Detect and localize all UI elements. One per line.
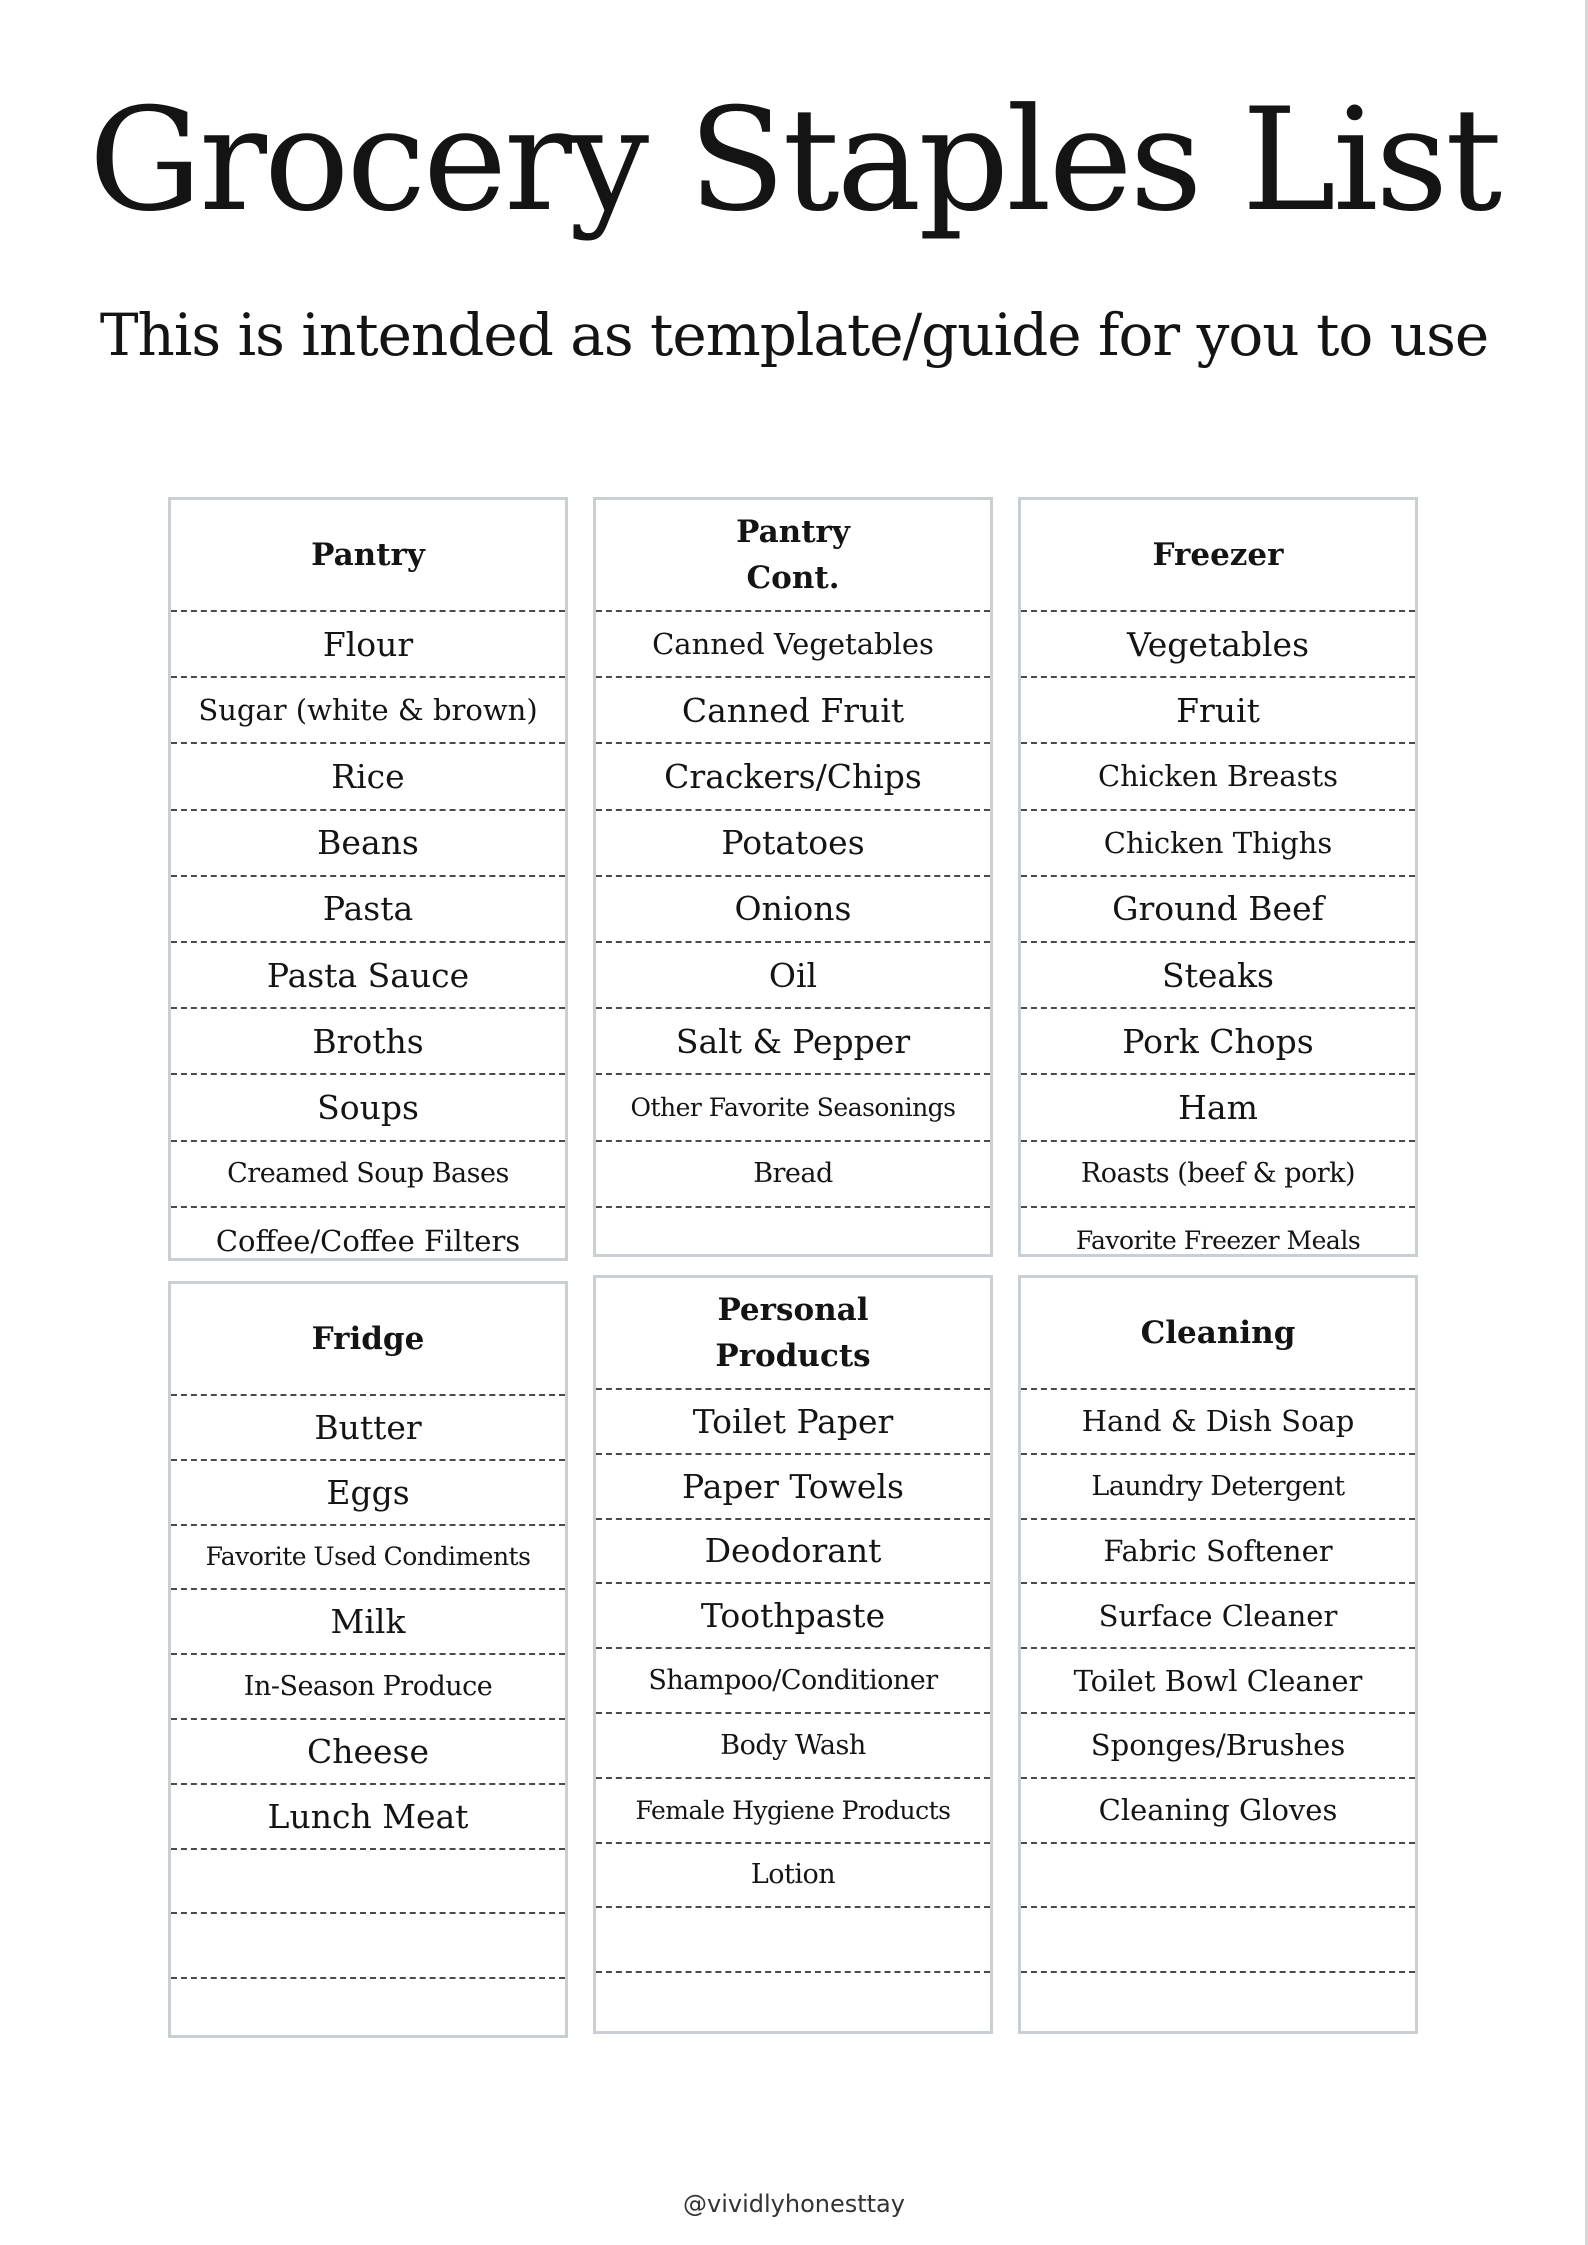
pantry-cont-heading-line2: Cont. [746,560,840,596]
list-item: Fruit [1021,678,1415,744]
list-item: Beans [171,811,565,877]
list-item: Eggs [171,1461,565,1526]
personal-products-list [593,1275,993,2034]
list-item: Chicken Thighs [1021,811,1415,877]
list-item: Other Favorite Seasonings [596,1075,990,1141]
fridge-list [168,1281,568,2038]
list-item: Flour [171,612,565,678]
list-item [1021,1908,1415,1973]
cleaning-list [1018,1275,1418,2034]
list-item: Toilet Bowl Cleaner [1021,1649,1415,1714]
list-item: Cheese [171,1720,565,1785]
personal-heading [596,1278,990,1390]
pantry-cont-heading [596,500,990,612]
list-item: Cleaning Gloves [1021,1779,1415,1844]
list-item: Toothpaste [596,1584,990,1649]
list-item: Oil [596,943,990,1009]
list-item: Soups [171,1075,565,1141]
list-item: Broths [171,1009,565,1075]
list-item: Shampoo/Conditioner [596,1649,990,1714]
pantry-cont-list [593,497,993,1257]
list-item: Rice [171,744,565,810]
list-item [596,1908,990,1973]
list-item: Coffee/Coffee Filters [215,1223,521,1258]
fridge-heading: Fridge [171,1284,565,1396]
list-item: Pork Chops [1021,1009,1415,1075]
personal-heading-line1: Personal [717,1292,869,1328]
list-item: Favorite Used Condiments [171,1526,565,1591]
list-item: Surface Cleaner [1021,1584,1415,1649]
pantry-cont-heading-line1: Pantry [736,514,850,550]
list-item: Lunch Meat [171,1785,565,1850]
freezer-heading: Freezer [1021,500,1415,612]
footer-handle: @vividlyhonesttay [683,2190,905,2218]
list-item [1021,1844,1415,1909]
list-item: Steaks [1021,943,1415,1009]
list-item: Butter [171,1396,565,1461]
list-item: Hand & Dish Soap [1021,1390,1415,1455]
list-item: Sugar (white & brown) [171,678,565,744]
list-item: Pasta Sauce [171,943,565,1009]
list-item [171,1979,565,2044]
cleaning-heading: Cleaning [1021,1278,1415,1390]
list-item: Ham [1021,1075,1415,1141]
list-item [596,1973,990,2038]
page-subtitle: This is intended as template/guide for you to use [99,301,1489,369]
list-item [596,1208,990,1274]
list-item: Lotion [596,1844,990,1909]
list-item: Paper Towels [596,1455,990,1520]
list-item: In-Season Produce [171,1655,565,1720]
personal-heading-line2: Products [715,1338,871,1374]
freezer-list [1018,497,1418,1257]
list-item: Bread [596,1142,990,1208]
list-item: Creamed Soup Bases [171,1142,565,1208]
list-item: Toilet Paper [596,1390,990,1455]
list-item: Roasts (beef & pork) [1021,1142,1415,1208]
list-item: Milk [171,1590,565,1655]
list-item [171,1850,565,1915]
pantry-list [168,497,568,1261]
list-item [1021,1973,1415,2038]
list-item: Fabric Softener [1021,1520,1415,1585]
list-item: Favorite Freezer Meals [1075,1226,1361,1256]
list-item: Chicken Breasts [1021,744,1415,810]
list-item: Salt & Pepper [596,1009,990,1075]
page-title: Grocery Staples List [88,78,1500,243]
list-item: Crackers/Chips [596,744,990,810]
list-item: Canned Vegetables [596,612,990,678]
list-item: Ground Beef [1021,877,1415,943]
list-item: Female Hygiene Products [596,1779,990,1844]
list-item: Deodorant [596,1520,990,1585]
list-item: Laundry Detergent [1021,1455,1415,1520]
list-item: Potatoes [596,811,990,877]
list-item: Onions [596,877,990,943]
list-item [171,1914,565,1979]
pantry-heading: Pantry [171,500,565,612]
list-item: Canned Fruit [596,678,990,744]
list-item: Vegetables [1021,612,1415,678]
list-item: Sponges/Brushes [1021,1714,1415,1779]
list-item: Body Wash [596,1714,990,1779]
list-item: Pasta [171,877,565,943]
